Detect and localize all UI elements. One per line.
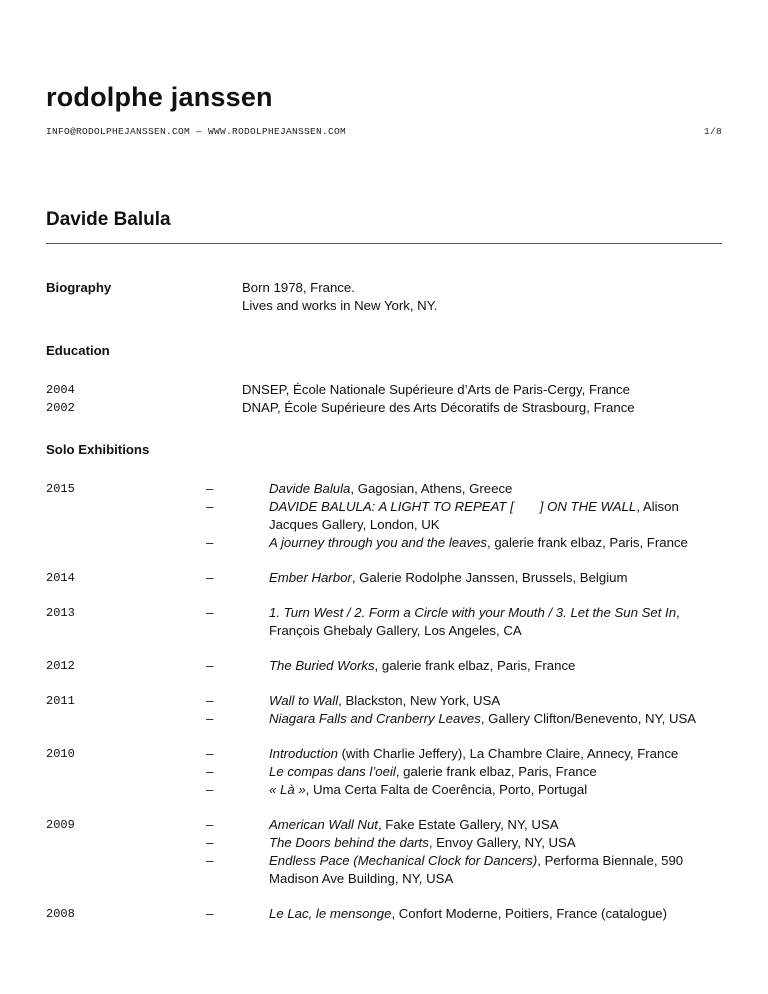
exhibition-year: 2012: [46, 659, 75, 673]
exhibition-year: 2013: [46, 606, 75, 620]
artist-name: Davide Balula: [46, 209, 171, 230]
exhibition-entry: [206, 852, 722, 888]
exhibition-title: Endless Pace (Mechanical Clock for Dancers): [269, 853, 538, 868]
exhibition-items: [206, 480, 722, 552]
education-text: DNAP, École Supérieure des Arts Décoratifs de Strasbourg, France: [242, 400, 635, 415]
exhibition-venue: , Confort Moderne, Poitiers, France (catalogue): [391, 906, 668, 921]
exhibition-venue: , Galerie Rodolphe Janssen, Brussels, Belgium: [351, 570, 628, 585]
exhibition-year: 2010: [46, 747, 75, 761]
exhibition-title: Niagara Falls and Cranberry Leaves: [269, 711, 481, 726]
list-dash: –: [206, 906, 214, 921]
education-text: DNSEP, École Nationale Supérieure d’Arts de Paris-Cergy, France: [242, 382, 630, 397]
list-dash: –: [206, 693, 214, 708]
exhibition-venue: , Blackston, New York, USA: [338, 693, 501, 708]
exhibition-items: [206, 816, 722, 888]
list-dash: –: [206, 535, 214, 550]
exhibition-venue: , galerie frank elbaz, Paris, France: [487, 535, 688, 550]
biography-label: Biography: [46, 280, 112, 295]
exhibition-title: American Wall Nut: [269, 817, 378, 832]
list-dash: –: [206, 746, 214, 761]
exhibition-venue: , Gallery Clifton/Benevento, NY, USA: [480, 711, 697, 726]
exhibition-year-group: [46, 816, 722, 888]
exhibition-title: Ember Harbor: [269, 570, 352, 585]
exhibition-text: [269, 781, 722, 799]
exhibition-text: [269, 480, 722, 498]
education-list: [46, 381, 722, 417]
exhibition-venue: (with Charlie Jeffery), La Chambre Claire, Annecy, France: [337, 746, 679, 761]
exhibition-venue: , galerie frank elbaz, Paris, France: [374, 658, 576, 673]
exhibition-title: 1. Turn West / 2. Form a Circle with your Mouth / 3. Let the Sun Set In: [269, 605, 677, 620]
list-dash: –: [206, 782, 214, 797]
exhibition-title: Introduction: [269, 746, 338, 761]
exhibition-year-group: [46, 480, 722, 552]
exhibition-entry: [206, 834, 722, 852]
exhibition-entry: [206, 692, 722, 710]
list-dash: –: [206, 835, 214, 850]
exhibition-items: [206, 604, 722, 640]
exhibition-year-group: [46, 569, 722, 587]
exhibition-title: Wall to Wall: [269, 693, 339, 708]
solo-exhibitions-label: Solo Exhibitions: [46, 442, 150, 457]
exhibition-items: [206, 569, 722, 587]
list-dash: –: [206, 853, 214, 868]
list-dash: –: [206, 658, 214, 673]
divider: [46, 243, 722, 244]
biography-text: [242, 279, 722, 315]
exhibition-entry: [206, 905, 722, 923]
exhibition-title: DAVIDE BALULA: A LIGHT TO REPEAT [: [269, 499, 514, 514]
exhibition-title: Le Lac, le mensonge: [269, 906, 392, 921]
exhibition-entry: [206, 710, 722, 728]
exhibition-text: [269, 745, 722, 763]
exhibition-title: « Là »: [269, 782, 306, 797]
exhibition-year: 2014: [46, 571, 75, 585]
exhibition-items: [206, 905, 722, 923]
exhibition-entry: [206, 781, 722, 799]
cv-content: [46, 279, 722, 940]
exhibition-title: The Doors behind the darts: [269, 835, 429, 850]
education-label: Education: [46, 343, 110, 358]
exhibition-venue: , Fake Estate Gallery, NY, USA: [377, 817, 559, 832]
exhibition-entry: [206, 569, 722, 587]
exhibition-venue: , François Ghebaly Gallery, Los Angeles, CA: [269, 605, 680, 638]
exhibition-text: [269, 692, 722, 710]
exhibition-year-group: [46, 692, 722, 728]
contact-row: [46, 126, 722, 137]
exhibition-text: [269, 816, 722, 834]
exhibition-text: [269, 710, 722, 728]
gallery-name: rodolphe janssen: [46, 82, 273, 112]
exhibition-year: 2008: [46, 907, 75, 921]
exhibition-venue: , Alison Jacques Gallery, London, UK: [269, 499, 679, 532]
exhibition-venue: , galerie frank elbaz, Paris, France: [395, 764, 597, 779]
list-dash: –: [206, 605, 214, 620]
exhibition-text: [269, 852, 722, 888]
exhibition-text: [269, 534, 722, 552]
biography-line: Born 1978, France.: [242, 280, 355, 295]
list-dash: –: [206, 817, 214, 832]
exhibition-title: ] ON THE WALL: [539, 499, 637, 514]
exhibition-year: 2011: [46, 694, 75, 708]
exhibition-items: [206, 657, 722, 675]
list-dash: –: [206, 499, 214, 514]
exhibition-year: 2015: [46, 482, 75, 496]
biography-line: Lives and works in New York, NY.: [242, 298, 438, 313]
education-year: 2002: [46, 401, 75, 415]
education-item: [46, 381, 722, 399]
exhibition-text: [269, 569, 722, 587]
exhibition-text: [269, 834, 722, 852]
list-dash: –: [206, 711, 214, 726]
exhibition-entry: [206, 498, 722, 534]
exhibition-items: [206, 745, 722, 799]
exhibition-year-group: [46, 905, 722, 923]
exhibition-venue: , Uma Certa Falta de Coerência, Porto, Portugal: [305, 782, 588, 797]
contact-line: INFO@RODOLPHEJANSSEN.COM — WWW.RODOLPHEJANSSEN.COM: [46, 126, 347, 137]
exhibition-text: [269, 763, 722, 781]
exhibition-text: [269, 657, 722, 675]
exhibition-year-group: [46, 657, 722, 675]
exhibition-text: [269, 498, 722, 534]
exhibition-entry: [206, 534, 722, 552]
exhibition-entry: [206, 604, 722, 640]
exhibition-text: [269, 905, 722, 923]
exhibition-title: Davide Balula: [269, 481, 351, 496]
exhibition-entry: [206, 763, 722, 781]
exhibition-venue: , Envoy Gallery, NY, USA: [428, 835, 576, 850]
exhibition-entry: [206, 745, 722, 763]
exhibition-entry: [206, 480, 722, 498]
exhibition-year: 2009: [46, 818, 75, 832]
solo-exhibitions-list: [46, 480, 722, 923]
exhibition-venue: , Gagosian, Athens, Greece: [350, 481, 513, 496]
biography-section: [46, 279, 722, 315]
exhibition-title: Le compas dans l’oeil: [269, 764, 396, 779]
exhibition-entry: [206, 657, 722, 675]
list-dash: –: [206, 570, 214, 585]
page-number: 1/8: [703, 126, 722, 137]
list-dash: –: [206, 764, 214, 779]
exhibition-year-group: [46, 604, 722, 640]
exhibition-year-group: [46, 745, 722, 799]
exhibition-venue: , Performa Biennale, 590 Madison Ave Building, NY, USA: [269, 853, 684, 886]
education-year: 2004: [46, 383, 75, 397]
exhibition-title: The Buried Works: [269, 658, 375, 673]
exhibition-title: A journey through you and the leaves: [269, 535, 487, 550]
education-item: [46, 399, 722, 417]
list-dash: –: [206, 481, 214, 496]
exhibition-text: [269, 604, 722, 640]
exhibition-entry: [206, 816, 722, 834]
exhibition-items: [206, 692, 722, 728]
